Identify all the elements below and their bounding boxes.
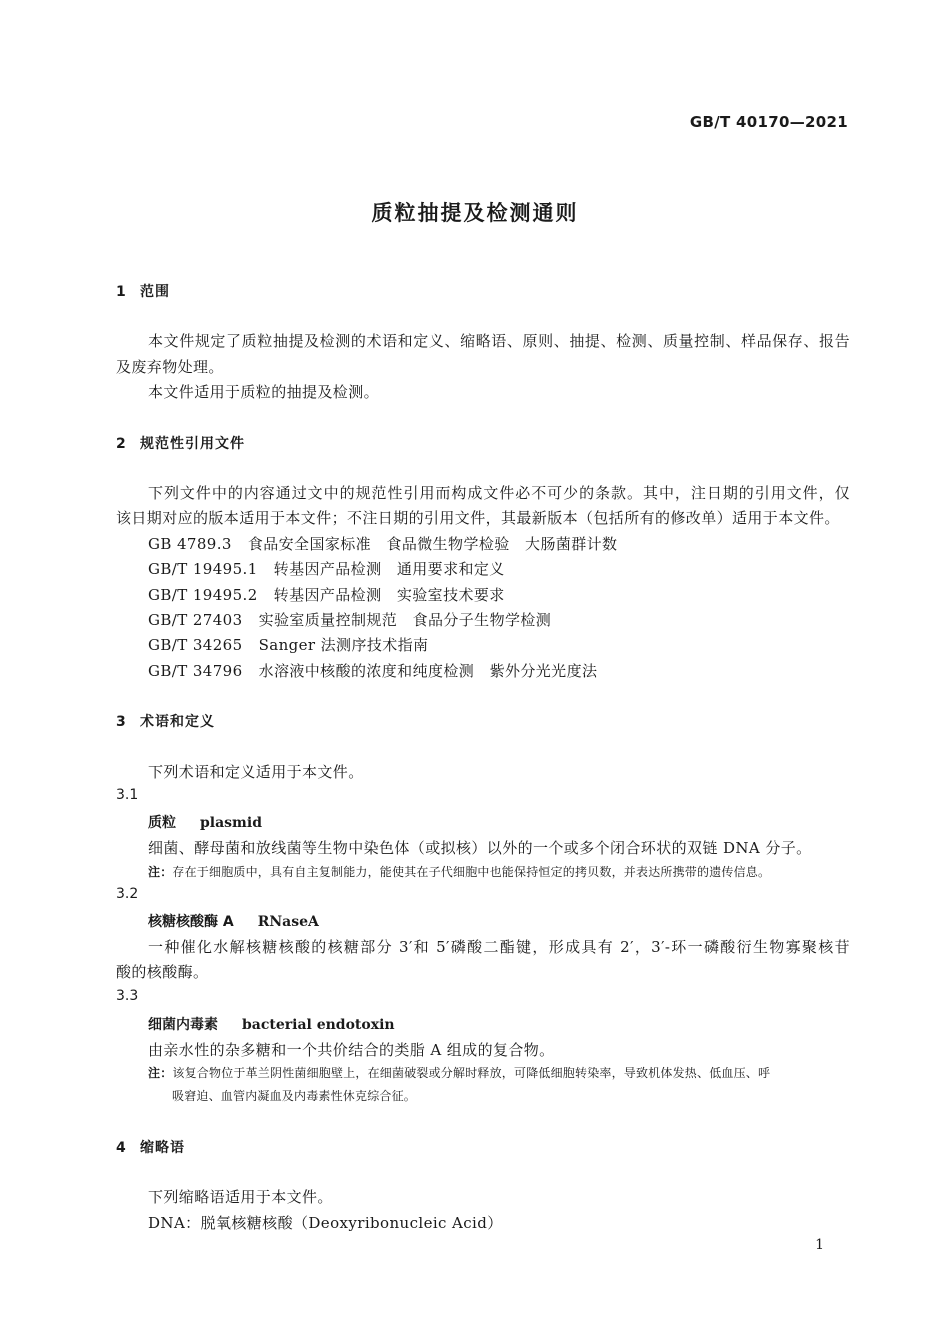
reference-title: 水溶液中核酸的浓度和纯度检测 紫外分光光度法 — [258, 662, 598, 680]
term-note-continued: 吸窘迫、血管内凝血及内毒素性休克综合征。 — [172, 1089, 417, 1103]
term-chinese: 核糖核酸酶 A — [148, 914, 234, 930]
section-4-intro: 下列缩略语适用于本文件。 — [148, 1188, 333, 1206]
reference-title: 转基因产品检测 实验室技术要求 — [273, 586, 505, 604]
section-number: 2 — [116, 436, 127, 452]
term-definition-line: 一种催化水解核糖核酸的核糖部分 3′和 5′磷酸二酯键，形成具有 2′，3′-环一磷酸衍生物寡聚核苷 — [148, 938, 850, 956]
section-3-heading — [116, 711, 215, 731]
page-number: 1 — [815, 1237, 824, 1253]
term-note — [148, 863, 770, 880]
section-1-paragraph: 本文件适用于质粒的抽提及检测。 — [148, 383, 380, 401]
note-text: 该复合物位于革兰阴性菌细胞壁上，在细菌破裂或分解时释放，可降低细胞转染率，导致机体发热、低血压、呼 — [172, 1066, 771, 1080]
standard-number: GB/T 40170—2021 — [689, 113, 848, 131]
document-title: 质粒抽提及检测通则 — [371, 201, 579, 225]
note-text: 存在于细胞质中，具有自主复制能力，能使其在子代细胞中也能保持恒定的拷贝数，并表达所携带的遗传信息。 — [172, 865, 771, 879]
reference-title: 转基因产品检测 通用要求和定义 — [273, 560, 505, 578]
section-1-paragraph-line: 及废弃物处理。 — [116, 358, 224, 376]
section-2-heading — [116, 433, 245, 453]
reference-code: GB/T 19495.2 — [148, 586, 258, 604]
section-number: 3 — [116, 714, 127, 730]
reference-code: GB/T 27403 — [148, 611, 243, 629]
normative-reference — [148, 584, 505, 605]
clause-number: 3.2 — [116, 886, 139, 902]
note-label: 注： — [148, 865, 173, 879]
normative-reference — [148, 609, 551, 630]
section-number: 4 — [116, 1140, 127, 1156]
term-entry — [148, 1014, 395, 1034]
term-entry — [148, 911, 319, 931]
term-definition-line: 酸的核酸酶。 — [116, 963, 209, 981]
section-3-intro: 下列术语和定义适用于本文件。 — [148, 763, 364, 781]
term-english: plasmid — [200, 815, 262, 831]
reference-code: GB/T 34796 — [148, 662, 243, 680]
section-1-heading — [116, 281, 170, 301]
reference-code: GB 4789.3 — [148, 535, 232, 553]
clause-number: 3.3 — [116, 988, 139, 1004]
normative-reference — [148, 533, 617, 554]
section-title: 规范性引用文件 — [140, 436, 245, 452]
term-english: bacterial endotoxin — [242, 1017, 395, 1033]
term-chinese: 质粒 — [148, 815, 176, 831]
section-4-heading — [116, 1137, 185, 1157]
reference-code: GB/T 34265 — [148, 636, 243, 654]
reference-title: 实验室质量控制规范 食品分子生物学检测 — [258, 611, 552, 629]
reference-code: GB/T 19495.1 — [148, 560, 258, 578]
normative-reference — [148, 558, 505, 579]
normative-reference — [148, 660, 597, 681]
section-1-paragraph-line: 本文件规定了质粒抽提及检测的术语和定义、缩略语、原则、抽提、检测、质量控制、样品保存、报告 — [148, 332, 850, 350]
term-definition: 由亲水性的杂多糖和一个共价结合的类脂 A 组成的复合物。 — [148, 1041, 555, 1059]
clause-number: 3.1 — [116, 787, 139, 803]
reference-title: 食品安全国家标准 食品微生物学检验 大肠菌群计数 — [247, 535, 618, 553]
normative-reference — [148, 634, 428, 655]
section-title: 术语和定义 — [140, 714, 215, 730]
term-note — [148, 1064, 770, 1081]
reference-title: Sanger 法测序技术指南 — [258, 636, 429, 654]
term-english: RNaseA — [257, 914, 319, 930]
section-2-intro-line: 下列文件中的内容通过文中的规范性引用而构成文件必不可少的条款。其中，注日期的引用文件，仅 — [148, 484, 850, 502]
section-title: 缩略语 — [140, 1140, 185, 1156]
section-number: 1 — [116, 284, 127, 300]
section-2-intro-line: 该日期对应的版本适用于本文件；不注日期的引用文件，其最新版本（包括所有的修改单）适用于本文件。 — [116, 509, 840, 527]
term-entry — [148, 812, 262, 832]
note-label: 注： — [148, 1066, 173, 1080]
abbreviation-entry: DNA：脱氧核糖核酸（Deoxyribonucleic Acid） — [148, 1214, 503, 1232]
term-definition: 细菌、酵母菌和放线菌等生物中染色体（或拟核）以外的一个或多个闭合环状的双链 DNA 分子。 — [148, 839, 812, 857]
section-title: 范围 — [140, 284, 170, 300]
term-chinese: 细菌内毒素 — [148, 1017, 218, 1033]
